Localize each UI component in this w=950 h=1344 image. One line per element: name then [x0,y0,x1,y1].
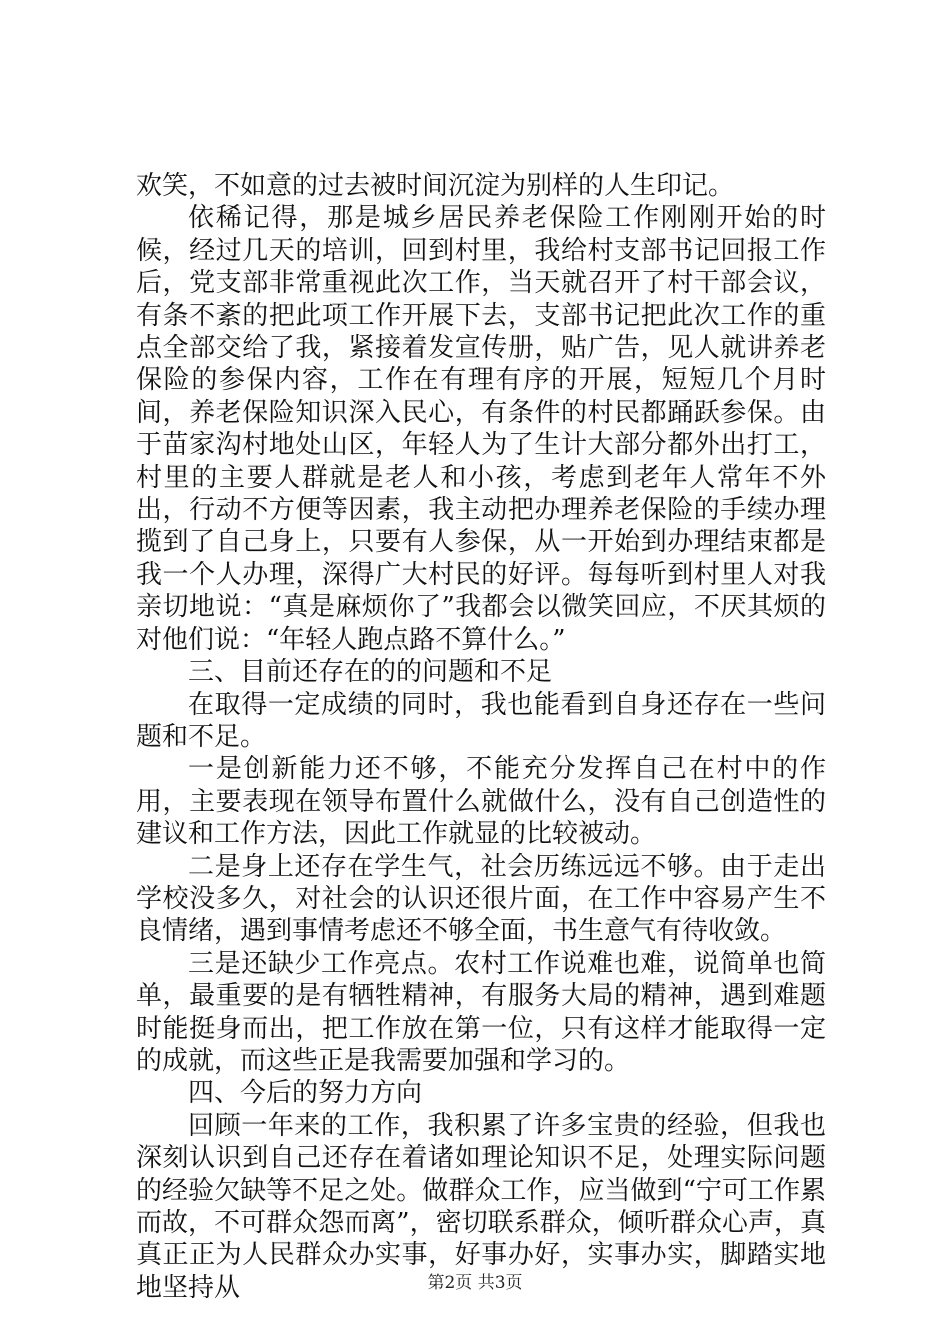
paragraph-7: 三是还缺少工作亮点。农村工作说难也难，说简单也简单，最重要的是有牺牲精神，有服务大局的精神，遇到难题时能挺身而出，把工作放在第一位，只有这样才能取得一定的成就，而这些正是我需要加强和学习的。 [136,948,826,1076]
section-heading-3: 三、目前还存在的的问题和不足 [188,657,553,688]
paragraph-4: 在取得一定成绩的同时，我也能看到自身还存在一些问题和不足。 [136,689,826,752]
paragraph-5: 一是创新能力还不够，不能充分发挥自己在村中的作用，主要表现在领导布置什么就做什么，没有自己创造性的建议和工作方法，因此工作就显的比较被动。 [136,754,826,850]
paragraph-1: 欢笑，不如意的过去被时间沉淀为别样的人生印记。 [136,171,735,201]
paragraph-9: 回顾一年来的工作，我积累了许多宝贵的经验，但我也深刻认识到自己还存在着诸如理论知识不足，处理实际问题的经验欠缺等不足之处。做群众工作，应当做到“宁可工作累而故，不可群众怨而离”，密切联系群众，倾听群众心声，真真正正为人民群众办实事，好事办好，实事办实，脚踏实地地坚持从 [136,1110,826,1303]
page-footer: 第2页 共3页 [427,1273,523,1293]
section-heading-4: 四、今后的努力方向 [188,1078,423,1109]
paragraph-6: 二是身上还存在学生气，社会历练远远不够。由于走出学校没多久，对社会的认识还很片面，在工作中容易产生不良情绪，遇到事情考虑还不够全面，书生意气有待收敛。 [136,851,826,947]
document-body [136,170,826,1304]
paragraph-2: 依稀记得，那是城乡居民养老保险工作刚刚开始的时候，经过几天的培训，回到村里，我给村支部书记回报工作后，党支部非常重视此次工作，当天就召开了村干部会议，有条不紊的把此项工作开展下去，支部书记把此次工作的重点全部交给了我，紧接着发宣传册，贴广告，见人就讲养老保险的参保内容，工作在有理有序的开展，短短几个月时间，养老保险知识深入民心，有条件的村民都踊跃参保。由于苗家沟村地处山区，年轻人为了生计大部分都外出打工，村里的主要人群就是老人和小孩，考虑到老年人常年不外出，行动不方便等因素，我主动把办理养老保险的手续办理揽到了自己身上，只要有人参保，从一开始到办理结束都是我一个人办理，深得广大村民的好评。每每听到村里人对我亲切地说：“真是麻烦你了”我都会以微笑回应，不厌其烦的对他们说：“年轻人跑点路不算什么。” [136,203,826,655]
